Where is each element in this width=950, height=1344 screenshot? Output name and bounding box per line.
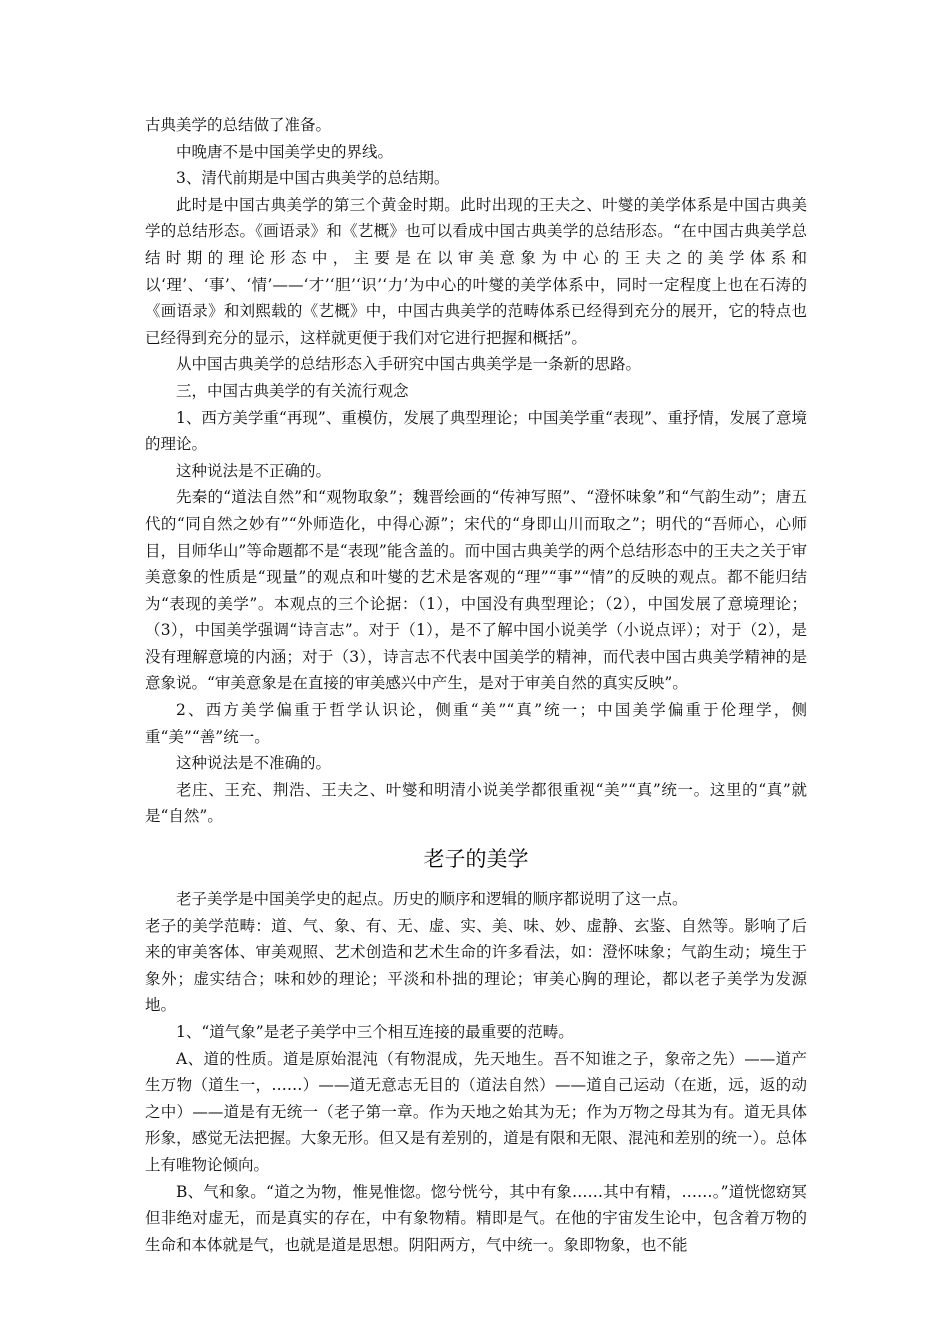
section-heading: 三，中国古典美学的有关流行观念 bbox=[176, 381, 409, 400]
paragraph: 这种说法是不准确的。 bbox=[176, 754, 332, 773]
paragraph: 老子的美学范畴：道、气、象、有、无、虚、实、美、味、妙、虚静、玄鉴、自然等。影响了后来的审美客体、审美观照、艺术创造和艺术生命的许多看法，如：澄怀味象；气韵生动；境生于象外；虚实结合；味和妙的理论；平淡和朴拙的理论；审美心胸的理论，都以老子美学为发源地。 bbox=[145, 916, 807, 1015]
paragraph: 老庄、王充、荆浩、王夫之、叶燮和明清小说美学都很重视“美”“真”统一。这里的“真”就是“自然”。 bbox=[145, 780, 807, 826]
paragraph: 3、清代前期是中国古典美学的总结期。 bbox=[176, 169, 450, 188]
paragraph: B、气和象。“道之为物，惟晃惟惚。惚兮恍兮，其中有象……其中有精，……。”道恍惚窈冥但非绝对虚无，而是真实的存在，中有象物精。精即是气。在他的宇宙发生论中，包含着万物的生命和本体就是气，也就是道是思想。阴阳两方，气中统一。象即物象，也不能 bbox=[145, 1182, 807, 1254]
paragraph: 古典美学的总结做了准备。 bbox=[145, 116, 332, 134]
paragraph: 2、西方美学偏重于哲学认识论，侧重“美”“真”统一；中国美学偏重于伦理学，侧重“美”“善”统一。 bbox=[145, 701, 807, 746]
paragraph: 中晚唐不是中国美学史的界线。 bbox=[176, 142, 394, 161]
paragraph: A、道的性质。道是原始混沌（有物混成，先天地生。吾不知谁之子，象帝之先）——道产生万物（道生一，……）——道无意志无目的（道法自然）——道自己运动（在逝，远，返的动之中）——道是有无统一（老子第一章。作为天地之始其为无；作为万物之母其为有。道无具体形象，感觉无法把握。大象无形。但又是有差别的，道是有限和无限、混沌和差别的统一）。总体上有唯物论倾向。 bbox=[145, 1049, 807, 1174]
paragraph: 这种说法是不正确的。 bbox=[176, 461, 332, 480]
paragraph: 先秦的“道法自然”和“观物取象”；魏晋绘画的“传神写照”、“澄怀味象”和“气韵生动”；唐五代的“同自然之妙有”“外师造化，中得心源”；宋代的“身即山川而取之”；明代的“吾师心，心师目，目师华山”等命题都不是“表现”能含盖的。而中国古典美学的两个总结形态中的王夫之关于审美意象的性质是“现量”的观点和叶燮的艺术是客观的“理”“事”“情”的反映的观点。都不能归结为“表现的美学”。本观点的三个论据：（1），中国没有典型理论；（2），中国发展了意境理论；（3），中国美学强调“诗言志”。对于（1），是不了解中国小说美学（小说点评）；对于（2），是没有理解意境的内涵；对于（3），诗言志不代表中国美学的精神，而代表中国古典美学精神的是意象说。“审美意象是在直接的审美感兴中产生，是对于审美自然的真实反映”。 bbox=[145, 488, 807, 693]
document-page bbox=[145, 112, 807, 1258]
chapter-title: 老子的美学 bbox=[423, 847, 529, 872]
paragraph: 老子美学是中国美学史的起点。历史的顺序和逻辑的顺序都说明了这一点。 bbox=[176, 890, 688, 909]
paragraph: 从中国古典美学的总结形态入手研究中国古典美学是一条新的思路。 bbox=[176, 355, 642, 374]
paragraph: 此时是中国古典美学的第三个黄金时期。此时出现的王夫之、叶燮的美学体系是中国古典美学的总结形态。《画语录》和《艺概》也可以看成中国古典美学的总结形态。“在中国古典美学总结时期的理论形态中，主要是在以审美意象为中心的王夫之的美学体系和以‘理’、‘事’、‘情’——‘才’‘胆’‘识’‘力’为中心的叶燮的美学体系中，同时一定程度上也在石涛的《画语录》和刘熙载的《艺概》中，中国古典美学的范畴体系已经得到充分的展开，它的特点也已经得到充分的显示，这样就更便于我们对它进行把握和概括”。 bbox=[145, 195, 807, 347]
paragraph: 1、“道气象”是老子美学中三个相互连接的最重要的范畴。 bbox=[176, 1023, 574, 1041]
paragraph: 1、西方美学重“再现”、重模仿，发展了典型理论；中国美学重“表现”、重抒情，发展了意境的理论。 bbox=[145, 408, 807, 454]
